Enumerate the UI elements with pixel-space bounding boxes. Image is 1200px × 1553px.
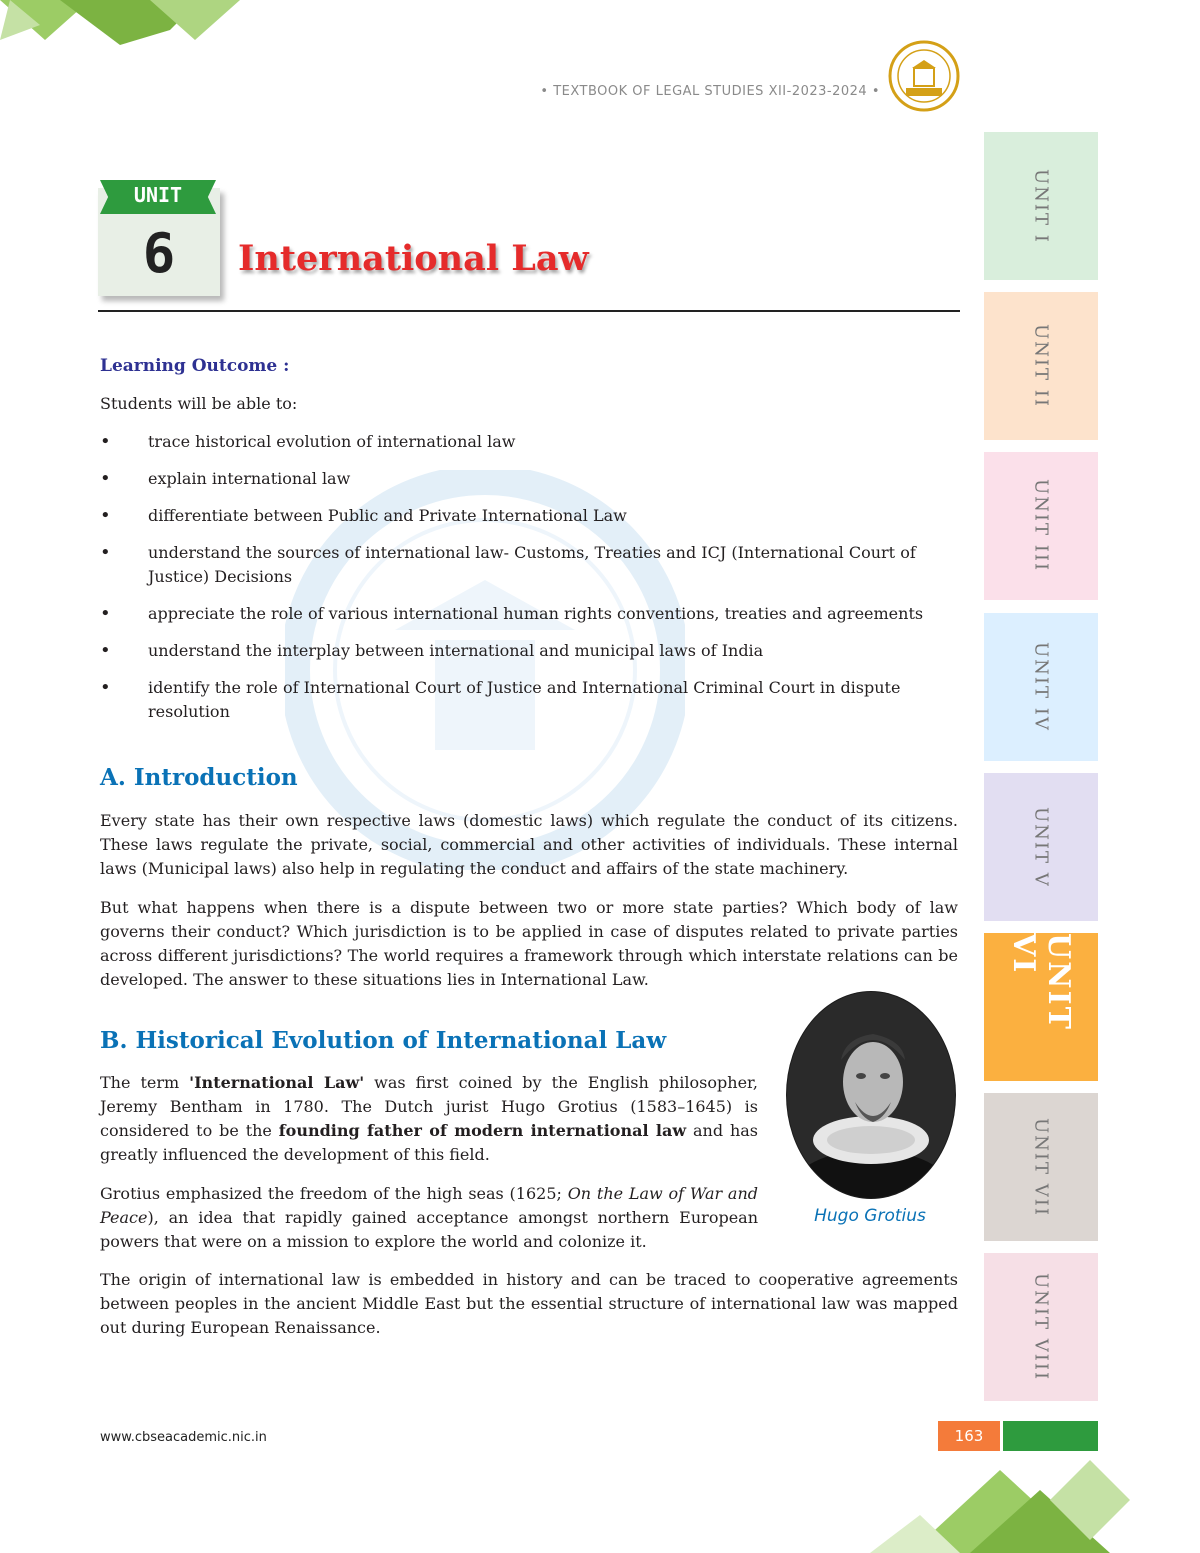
bullet-icon: • xyxy=(100,603,111,624)
bullet-icon: • xyxy=(100,640,111,661)
tab-unit-6[interactable]: UNIT VI xyxy=(984,933,1098,1081)
section-b-paragraph-2: Grotius emphasized the freedom of the high seas (1625; On the Law of War and Peace), an idea that rapidly gained acceptance amongst northern European powers that were on a mission to explore the world and colonize it. xyxy=(100,1184,758,1251)
bullet-icon: • xyxy=(100,542,111,563)
tab-unit-3[interactable]: UNIT III xyxy=(984,452,1098,600)
learning-outcome-intro: Students will be able to: xyxy=(100,394,298,413)
tab-unit-8[interactable]: UNIT VIII xyxy=(984,1253,1098,1401)
unit-label: UNIT xyxy=(133,183,183,207)
section-a-heading: A. Introduction xyxy=(100,764,298,791)
list-item: • identify the role of International Court of Justice and International Criminal Court in dispute resolution xyxy=(100,677,901,721)
learning-outcome-list xyxy=(100,430,958,737)
section-a-paragraph-2: But what happens when there is a dispute between two or more state parties? Which body of law governs their conduct? Which jurisdiction is to be applied in case of disputes related to private parties across different jurisdictions? The world requires a framework through which interstate relations can be developed. The answer to these situations lies in International Law. xyxy=(100,898,958,989)
list-item: • understand the interplay between international and municipal laws of India xyxy=(100,640,764,661)
bottom-right-decoration xyxy=(850,1460,1150,1553)
section-b-paragraph-3: The origin of international law is embedded in history and can be traced to cooperative agreements between peoples in the ancient Middle East but the essential structure of international law was mapped out during European Renaissance. xyxy=(100,1270,958,1337)
section-a-paragraph-1: Every state has their own respective laws (domestic laws) which regulate the conduct of its citizens. These laws regulate the private, social, commercial and other activities of individuals. These internal laws (Municipal laws) also help in regulating the conduct and affairs of the state machinery. xyxy=(100,811,958,878)
cbse-logo-icon xyxy=(888,40,960,112)
tab-unit-7[interactable]: UNIT VII xyxy=(984,1093,1098,1241)
list-item: • explain international law xyxy=(100,468,351,489)
bullet-icon: • xyxy=(100,468,111,489)
list-item: • differentiate between Public and Private International Law xyxy=(100,505,627,526)
tab-unit-4[interactable]: UNIT IV xyxy=(984,613,1098,761)
tab-unit-5[interactable]: UNIT V xyxy=(984,773,1098,921)
bullet-icon: • xyxy=(100,677,111,698)
portrait-caption: Hugo Grotius xyxy=(814,1206,926,1226)
unit-number: 6 xyxy=(142,222,176,285)
bullet-icon: • xyxy=(100,431,111,452)
page-number: 163 xyxy=(938,1421,1000,1451)
list-item: • understand the sources of international law- Customs, Treaties and ICJ (International Court of Justice) Decisions xyxy=(100,542,916,586)
title-divider xyxy=(98,310,960,312)
footer-url[interactable]: www.cbseacademic.nic.in xyxy=(100,1430,267,1445)
list-item: • trace historical evolution of international law xyxy=(100,431,516,452)
running-header: • TEXTBOOK OF LEGAL STUDIES XII-2023-2024 • xyxy=(540,84,880,99)
section-b-heading: B. Historical Evolution of International Law xyxy=(100,1027,667,1054)
bullet-icon: • xyxy=(100,505,111,526)
page-number-bar xyxy=(1003,1421,1098,1451)
hugo-grotius-portrait xyxy=(785,990,957,1200)
tab-unit-2[interactable]: UNIT II xyxy=(984,292,1098,440)
list-item: • appreciate the role of various international human rights conventions, treaties and agreements xyxy=(100,603,924,624)
top-left-decoration xyxy=(0,0,240,60)
tab-unit-1[interactable]: UNIT I xyxy=(984,132,1098,280)
learning-outcome-heading: Learning Outcome : xyxy=(100,356,290,376)
section-b-paragraph-1: The term 'International Law' was first coined by the English philosopher, Jeremy Bentham in 1780. The Dutch jurist Hugo Grotius (1583–1645) is considered to be the founding father of modern international law and has greatly influenced the development of this field. xyxy=(100,1073,759,1164)
chapter-title: International Law xyxy=(238,238,589,279)
